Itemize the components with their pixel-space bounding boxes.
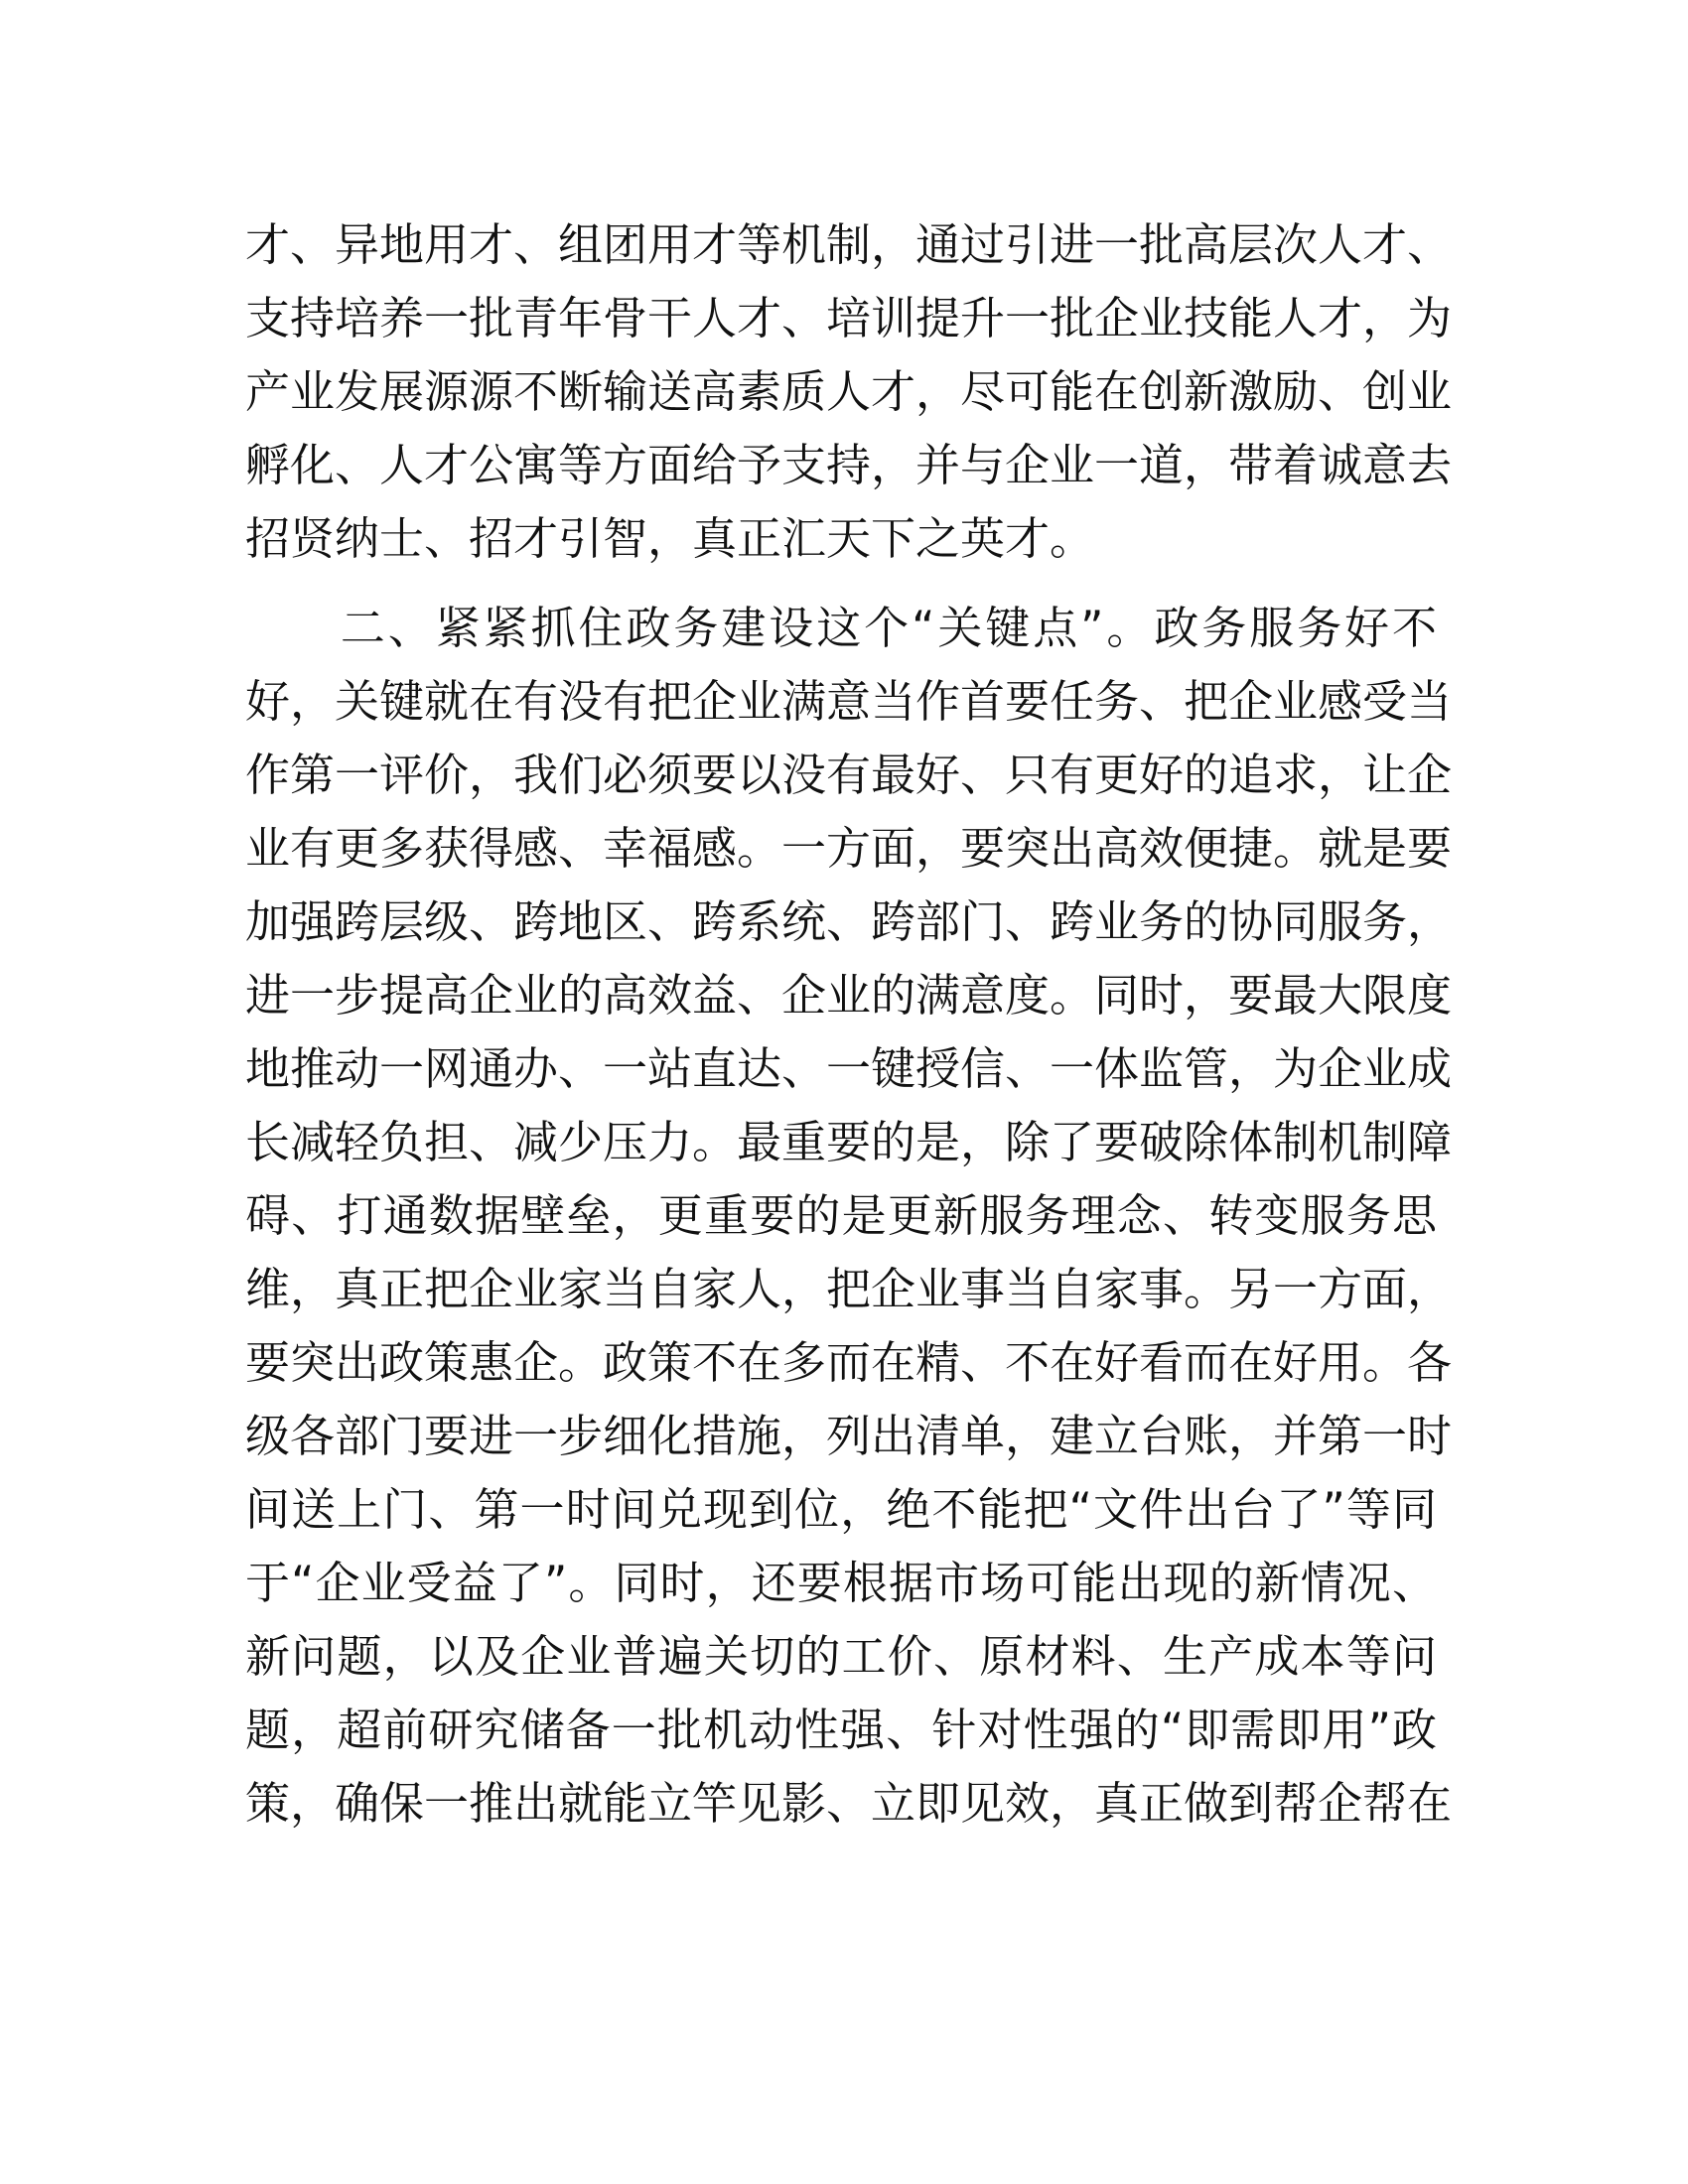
text-line: 业有更多获得感、幸福感。一方面，要突出高效便捷。就是要 [245,822,1453,875]
paragraph-spacer [245,576,1437,592]
text-line: 加强跨层级、跨地区、跨系统、跨部门、跨业务的协同服务， [245,895,1453,948]
text-line: 支持培养一批青年骨干人才、培训提升一批企业技能人才，为 [245,292,1453,344]
text-line: 新问题，以及企业普遍关切的工价、原材料、生产成本等问 [245,1630,1437,1683]
text-line: 孵化、人才公寓等方面给予支持，并与企业一道，带着诚意去 [245,439,1453,491]
text-line: 间送上门、第一时间兑现到位，绝不能把“文件出台了”等同 [245,1483,1437,1536]
text-line: 要突出政策惠企。政策不在多而在精、不在好看而在好用。各 [245,1336,1453,1389]
body-text [245,208,1453,1841]
text-line: 碍、打通数据壁垒，更重要的是更新服务理念、转变服务思 [245,1189,1437,1242]
text-line: 招贤纳士、招才引智，真正汇天下之英才。 [245,512,1095,565]
paragraph-2 [245,592,1453,1841]
text-line: 二、紧紧抓住政务建设这个“关键点”。政务服务好不 [245,602,1437,654]
text-line: 产业发展源源不断输送高素质人才，尽可能在创新激励、创业 [245,365,1453,418]
text-line: 作第一评价，我们必须要以没有最好、只有更好的追求，让企 [245,749,1453,801]
paragraph-1 [245,208,1453,576]
text-line: 地推动一网通办、一站直达、一键授信、一体监管，为企业成 [245,1042,1453,1095]
text-line: 长减轻负担、减少压力。最重要的是，除了要破除体制机制障 [245,1116,1453,1168]
text-line: 级各部门要进一步细化措施，列出清单，建立台账，并第一时 [245,1410,1453,1462]
text-line: 好，关键就在有没有把企业满意当作首要任务、把企业感受当 [245,675,1453,728]
text-line: 策，确保一推出就能立竿见影、立即见效，真正做到帮企帮在 [245,1777,1453,1830]
text-line: 题，超前研究储备一批机动性强、针对性强的“即需即用”政 [245,1704,1437,1756]
text-line: 才、异地用才、组团用才等机制，通过引进一批高层次人才、 [245,218,1453,271]
text-line: 于“企业受益了”。同时，还要根据市场可能出现的新情况、 [245,1557,1437,1609]
text-line: 维，真正把企业家当自家人，把企业事当自家事。另一方面， [245,1263,1453,1315]
text-line: 进一步提高企业的高效益、企业的满意度。同时，要最大限度 [245,969,1453,1022]
